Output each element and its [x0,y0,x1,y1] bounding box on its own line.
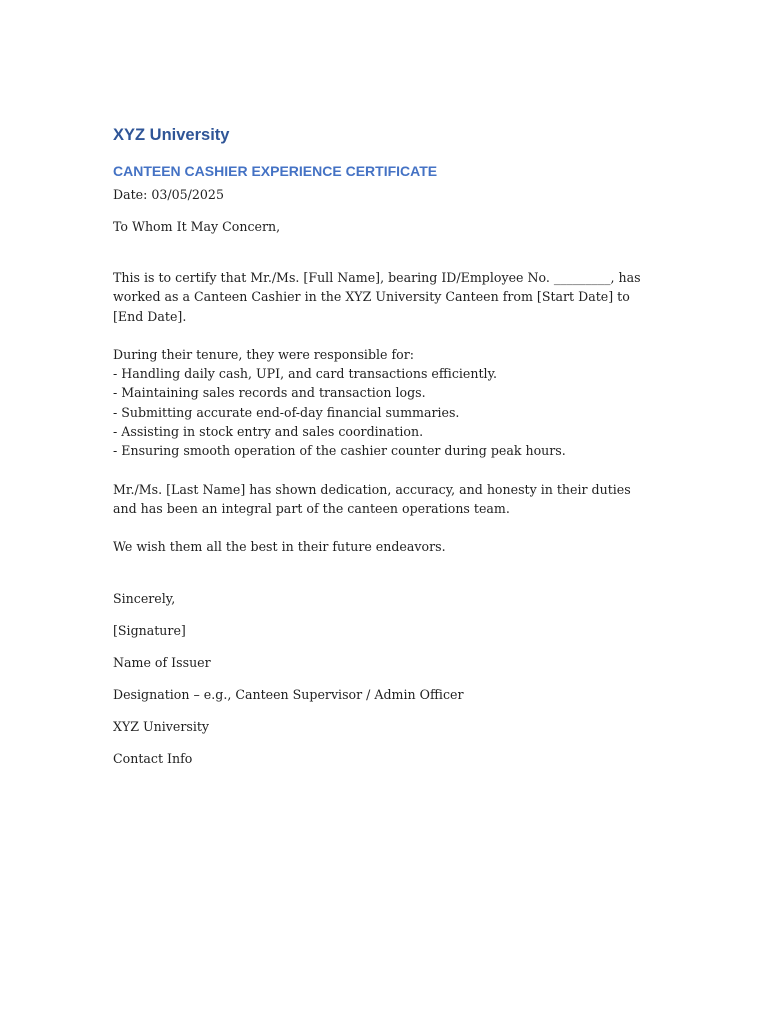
duty-item: - Submitting accurate end-of-day financial summaries. [113,404,460,420]
dedication-paragraph: Mr./Ms. [Last Name] has shown dedication, accuracy, and honesty in their duties and has been an integral part of the canteen operations team. [113,481,631,516]
duty-item: - Maintaining sales records and transaction logs. [113,385,426,401]
issuer-contact: Contact Info [113,750,193,766]
signature-placeholder: [Signature] [113,622,186,638]
duty-item: - Handling daily cash, UPI, and card transactions efficiently. [113,366,498,382]
salutation: To Whom It May Concern, [113,219,281,234]
organization-title: XYZ University [113,126,230,144]
issuer-designation: Designation – e.g., Canteen Supervisor / Admin Officer [113,686,464,702]
intro-paragraph: This is to certify that Mr./Ms. [Full Name], bearing ID/Employee No. _________, has worked as a Canteen Cashier in the XYZ University Canteen from [Start Date] to [End Date]. [113,270,641,324]
certificate-title: CANTEEN CASHIER EXPERIENCE CERTIFICATE [113,163,438,179]
duty-item: - Assisting in stock entry and sales coordination. [113,424,424,440]
closing-line: Sincerely, [113,590,176,606]
duties-heading: During their tenure, they were responsible for: [113,346,415,362]
wish-paragraph: We wish them all the best in their future endeavors. [113,539,446,555]
duties-section [113,345,658,461]
issuer-organization: XYZ University [113,718,210,734]
issuer-name: Name of Issuer [113,654,211,670]
certificate-document [113,124,658,768]
issue-date: Date: 03/05/2025 [113,187,224,202]
duty-item: - Ensuring smooth operation of the cashier counter during peak hours. [113,443,566,459]
